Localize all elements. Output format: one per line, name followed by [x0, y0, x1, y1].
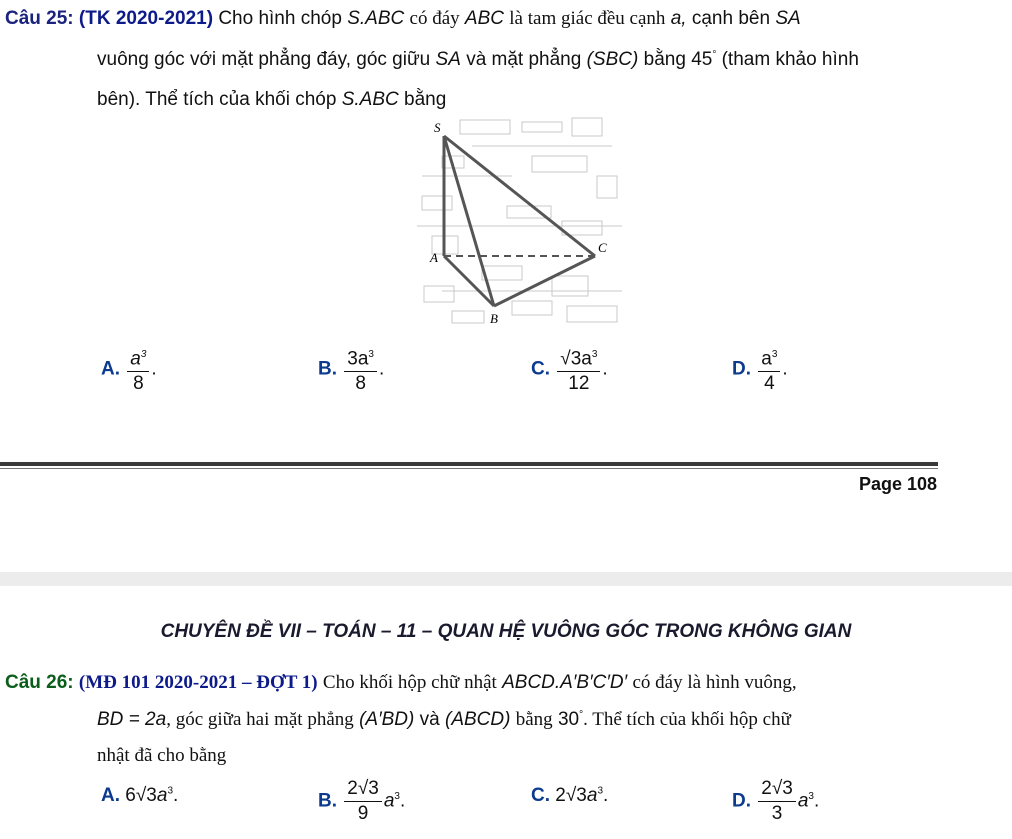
degree-symbol: °	[579, 709, 584, 721]
option-label: B.	[318, 358, 337, 380]
q25-angle: 45	[691, 49, 713, 70]
denominator: 8	[355, 373, 366, 395]
numerator: a	[581, 348, 592, 370]
numerator: 2√3	[758, 777, 796, 802]
numerator: 3a	[347, 348, 369, 370]
variable: a	[586, 785, 598, 806]
q26-option-b[interactable]: B. $\frac{2√3}{9}$ $a^3$.	[318, 778, 406, 824]
degree-symbol: °	[712, 49, 717, 61]
q25-text: (tham khảo hình	[721, 49, 859, 70]
denominator: 4	[764, 373, 775, 395]
q25-pyramid: S.ABC	[347, 8, 405, 29]
q26-text: bằng	[515, 709, 553, 730]
q25-source: (TK 2020-2021)	[78, 8, 214, 29]
exponent: 3	[394, 791, 400, 803]
q25-text: là tam giác đều cạnh	[509, 8, 666, 29]
denominator: 3	[771, 803, 783, 824]
q26-angle: 30	[557, 709, 580, 730]
numerator: a	[130, 348, 141, 370]
q26-plane: (ABCD)	[445, 709, 511, 730]
exponent: 3	[140, 349, 147, 360]
variable: a	[383, 790, 395, 812]
q25-pyramid: S.ABC	[341, 89, 399, 110]
option-label: C.	[531, 785, 550, 806]
denominator: 8	[133, 373, 144, 395]
q26-diagonal: BD = 2a	[97, 709, 167, 730]
q26-option-a[interactable]: A. $6√3a^3$.	[101, 785, 179, 806]
page-separator-thin	[0, 468, 938, 469]
q25-line1	[5, 8, 801, 30]
q26-line2	[97, 709, 791, 731]
q26-source: (MĐ 101 2020-2021 – ĐỢT 1)	[78, 672, 318, 693]
q26-text: . Thể tích của khối hộp chữ	[583, 709, 791, 730]
chapter-title: CHUYÊN ĐỀ VII – TOÁN – 11 – QUAN HỆ VUÔNG GÓC TRONG KHÔNG GIAN	[160, 621, 852, 642]
radical: √3	[135, 785, 157, 806]
q25-text: cạnh bên	[691, 8, 771, 29]
q25-edge: SA	[775, 8, 801, 29]
option-label: C.	[531, 358, 550, 380]
q26-box: ABCD.A′B′C′D′	[502, 672, 628, 693]
q26-text: có đáy là hình vuông,	[632, 672, 797, 693]
fraction	[758, 777, 796, 826]
q26-option-d[interactable]: D. $\frac{2√3}{3}$ $a^3$.	[732, 778, 820, 824]
q25-text: bằng	[404, 89, 447, 110]
option-label: A.	[101, 358, 120, 380]
option-label: D.	[732, 790, 751, 812]
vertex-label-a: A	[430, 250, 438, 265]
exponent: 3	[771, 349, 778, 360]
sqrt-symbol: √3	[560, 348, 582, 370]
q25-option-d[interactable]: D. $\frac{a^3}{4}$ .	[732, 343, 788, 396]
q25-base: ABC	[464, 8, 504, 29]
option-label: B.	[318, 790, 337, 812]
q25-option-b[interactable]: B. $\frac{3a^3}{8}$ .	[318, 343, 384, 396]
q25-edge: SA	[435, 49, 461, 70]
vertex-label-c: C	[598, 240, 607, 255]
pyramid-figure	[412, 116, 634, 331]
q25-text: vuông góc với mặt phẳng đáy, góc giữu	[97, 49, 431, 70]
q26-line1	[5, 672, 797, 694]
q25-line3	[97, 89, 446, 111]
q25-option-c[interactable]: C. $\frac{√3a^3}{12}$ .	[531, 343, 608, 396]
q25-text: bên). Thể tích của khối chóp	[97, 89, 337, 110]
exponent: 3	[368, 349, 374, 360]
exponent: 3	[808, 791, 814, 803]
variable: a	[156, 785, 168, 806]
page-gap	[0, 572, 1012, 586]
vertex-label-s: S	[434, 120, 441, 135]
denominator: 12	[568, 373, 590, 395]
coefficient: 2	[555, 785, 566, 806]
exponent: 3	[597, 785, 603, 797]
q26-text: Cho khối hộp chữ nhật	[322, 672, 497, 693]
coefficient: 6	[125, 785, 136, 806]
page-separator	[0, 462, 938, 466]
q26-text: , góc giữa hai mặt phẳng	[166, 709, 354, 730]
page-number: Page 108	[858, 474, 937, 494]
fraction	[344, 777, 382, 826]
fraction	[557, 343, 600, 396]
q26-text: và	[419, 709, 440, 730]
q25-text: bằng	[643, 49, 686, 70]
exponent: 3	[591, 349, 598, 360]
fraction	[127, 343, 149, 396]
q25-text: có đáy	[409, 8, 460, 29]
fraction	[344, 343, 377, 396]
q25-plane: (SBC)	[586, 49, 639, 70]
q25-text: và mặt phẳng	[466, 49, 582, 70]
q26-plane: (A′BD)	[359, 709, 415, 730]
option-label: D.	[732, 358, 751, 380]
denominator: 9	[357, 803, 369, 824]
q25-var: a,	[670, 8, 687, 29]
fraction	[758, 343, 780, 396]
exponent: 3	[167, 785, 173, 797]
vertex-label-b: B	[490, 311, 498, 326]
q26-option-c[interactable]: C. $2√3a^3$.	[531, 785, 609, 806]
radical: √3	[565, 785, 587, 806]
q26-number: Câu 26:	[5, 672, 74, 693]
q26-line3: nhật đã cho bằng	[97, 745, 227, 766]
option-label: A.	[101, 785, 120, 806]
q25-number: Câu 25:	[5, 8, 74, 29]
q25-line2	[97, 49, 859, 71]
variable: a	[797, 790, 809, 812]
q25-option-a[interactable]: A. $\frac{a^3}{8}$ .	[101, 343, 157, 396]
q25-text: Cho hình chóp	[218, 8, 342, 29]
numerator: 2√3	[344, 777, 382, 802]
numerator: a	[761, 348, 772, 370]
